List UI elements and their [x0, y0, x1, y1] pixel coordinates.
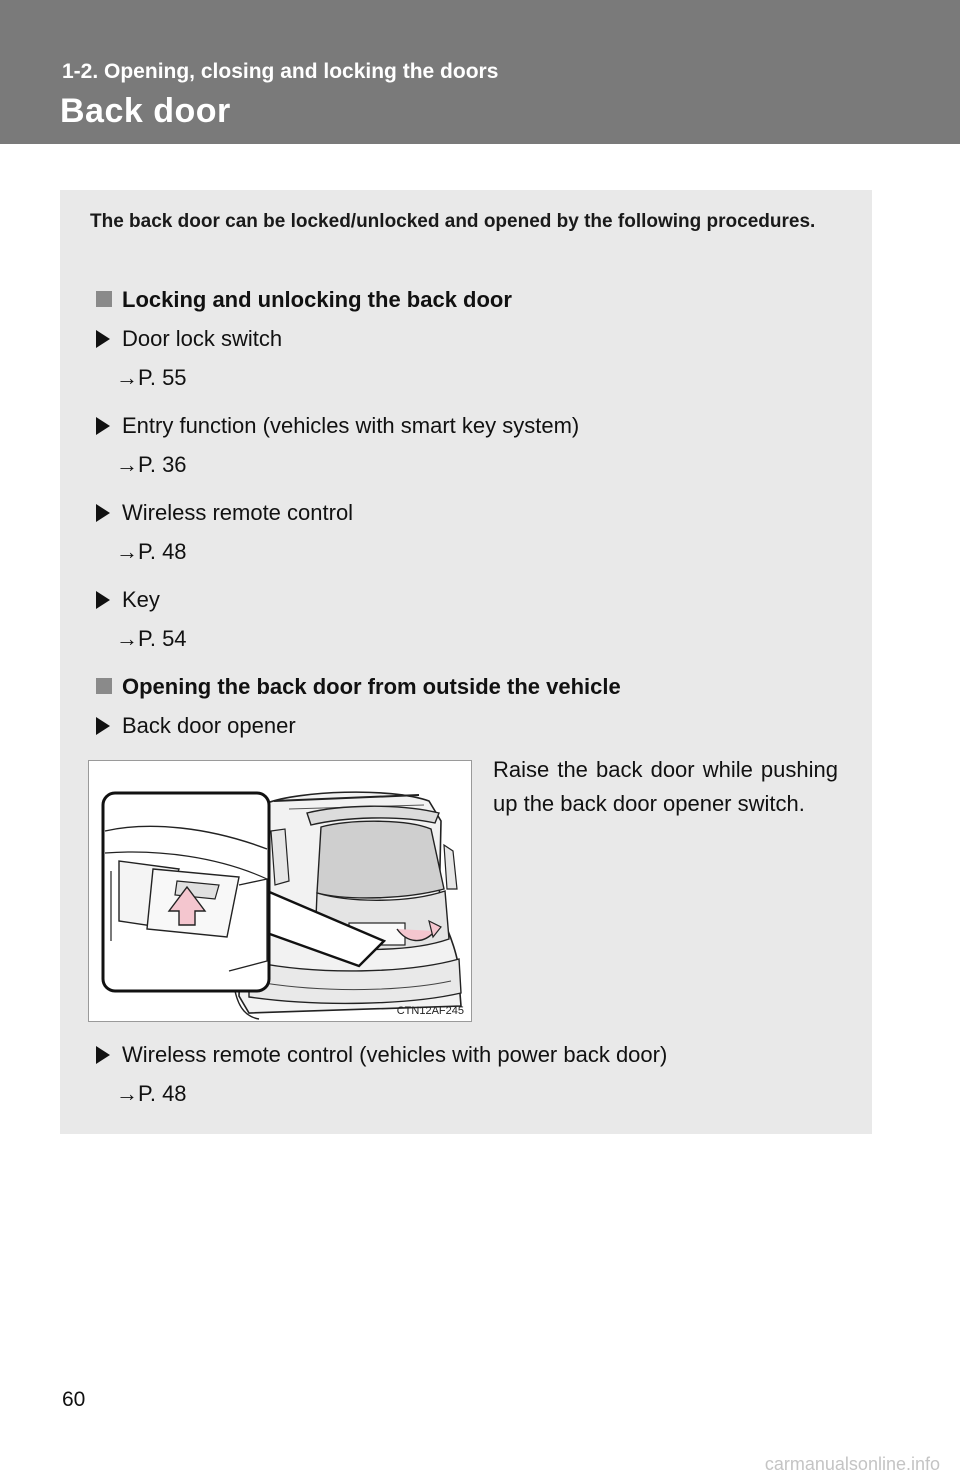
- list-item: Key: [96, 587, 160, 613]
- page-reference: →P. 54: [116, 626, 187, 651]
- page-number: 60: [62, 1388, 86, 1411]
- section-title: 1-2. Opening, closing and locking the doors: [62, 60, 499, 83]
- list-item: Wireless remote control: [96, 500, 353, 526]
- square-bullet-icon: [96, 291, 112, 307]
- page-reference: →P. 48: [116, 539, 187, 564]
- list-item: Back door opener: [96, 713, 296, 739]
- triangle-bullet-icon: [96, 330, 110, 348]
- list-item: Door lock switch: [96, 326, 282, 352]
- watermark: carmanualsonline.info: [764, 1454, 940, 1474]
- square-bullet-icon: [96, 678, 112, 694]
- list-item: Wireless remote control (vehicles with power back door): [96, 1042, 667, 1068]
- opening-heading: Opening the back door from outside the vehicle: [96, 674, 621, 700]
- list-item: Entry function (vehicles with smart key system): [96, 413, 579, 439]
- opener-description: Raise the back door while pushing up the back door opener switch.: [493, 757, 838, 816]
- page-header: [0, 0, 960, 144]
- page-reference: →P. 36: [116, 452, 187, 477]
- back-door-opener-illustration: [88, 760, 472, 1022]
- figure-code: CTN12AF245: [396, 1005, 464, 1017]
- vehicle-rear-illustration: [89, 761, 472, 1022]
- triangle-bullet-icon: [96, 717, 110, 735]
- page-title: Back door: [60, 92, 231, 130]
- locking-heading: Locking and unlocking the back door: [96, 287, 512, 313]
- triangle-bullet-icon: [96, 417, 110, 435]
- triangle-bullet-icon: [96, 504, 110, 522]
- page-reference: →P. 48: [116, 1081, 187, 1106]
- page-reference: →P. 55: [116, 365, 187, 390]
- triangle-bullet-icon: [96, 591, 110, 609]
- triangle-bullet-icon: [96, 1046, 110, 1064]
- intro-text: The back door can be locked/unlocked and opened by the following procedures.: [90, 211, 816, 232]
